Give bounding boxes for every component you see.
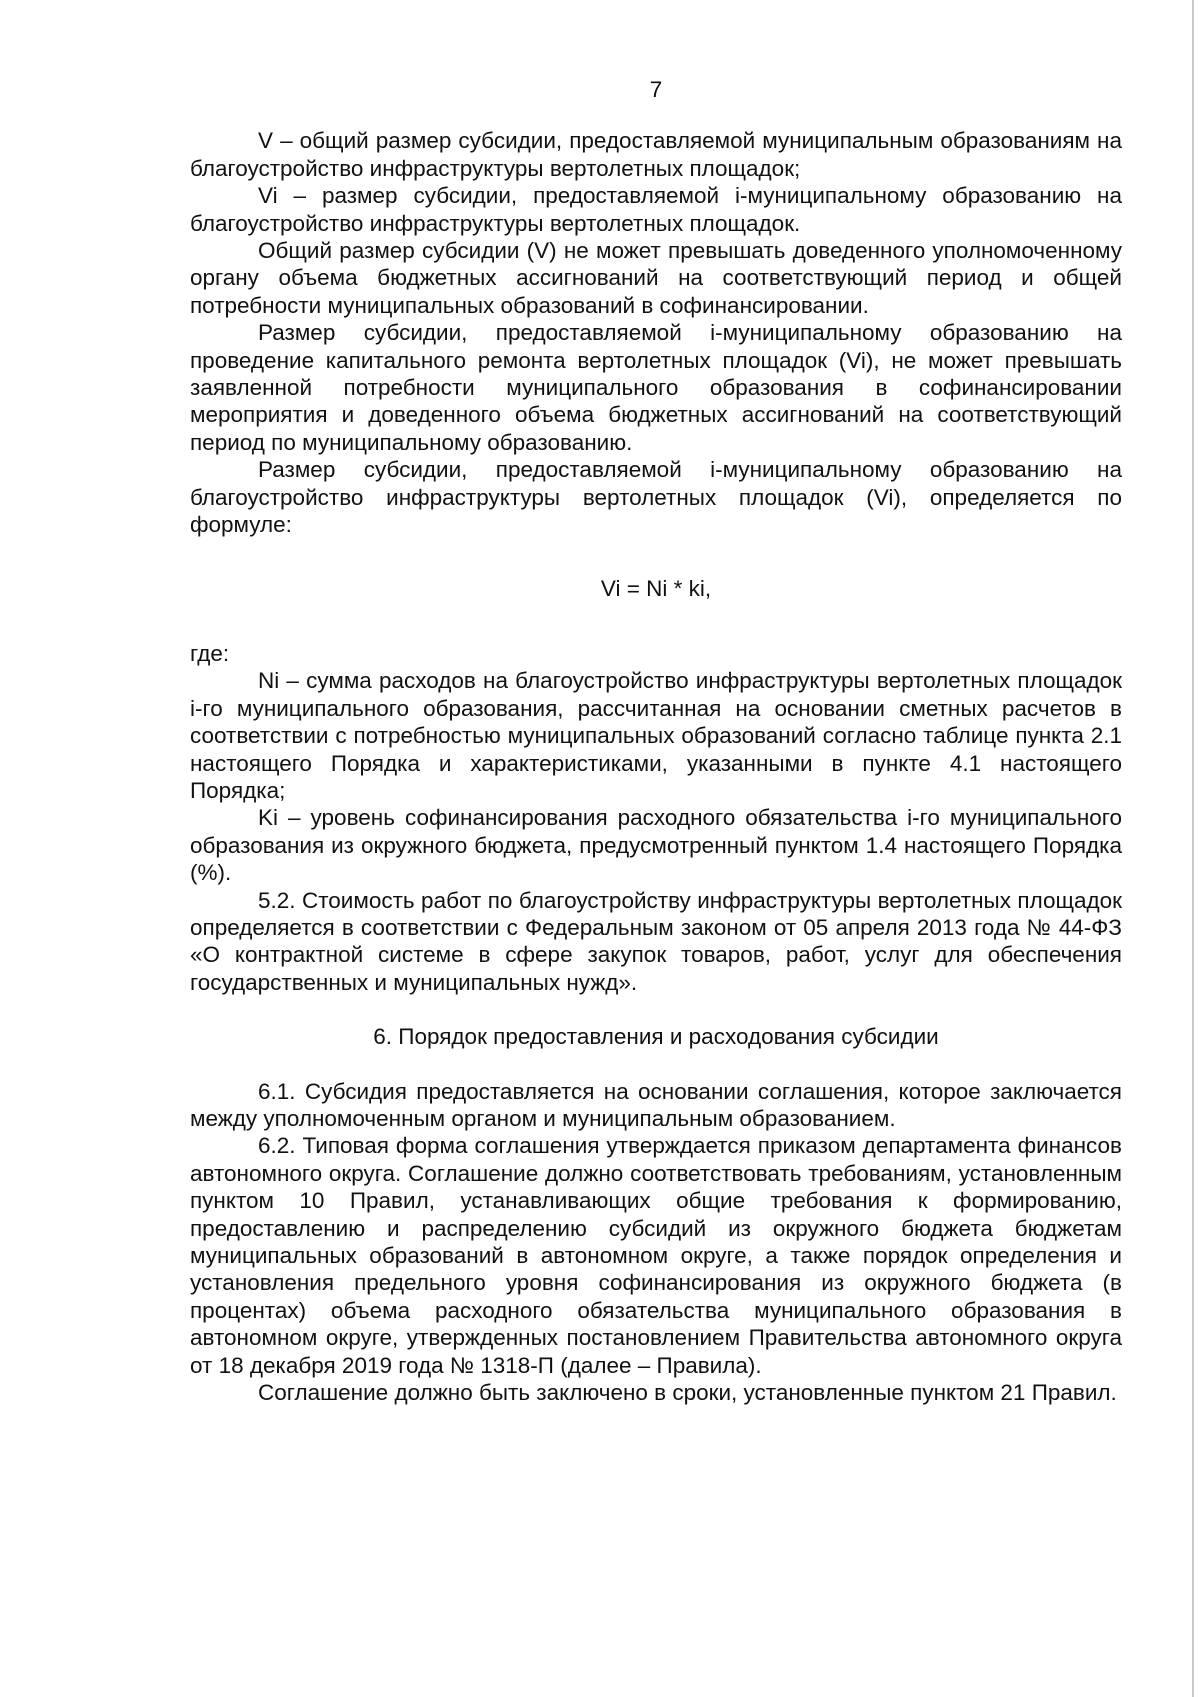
paragraph-ki-definition: Ki – уровень софинансирования расходного обязательства i-го муниципального образования из окружного бюджета, предусмотренный пунктом 1.4 настоящего Порядка (%). [190,805,1122,886]
paragraph-ni-definition: Ni – сумма расходов на благоустройство инфраструктуры вертолетных площадок i-го муниципального образования, рассчитанная на основании сметных расчетов в соответствии с потребностью муниципальных образований согласно таблице пункта 2.1 настоящего Порядка и характеристиками, указанными в пункте 4.1 настоящего Порядка; [190,668,1122,803]
paragraph-total-limit: Общий размер субсидии (V) не может превышать доведенного уполномоченному органу объема бюджетных ассигнований на соответствующий период и общей потребности муниципальных образований в софинансировании. [190,238,1122,318]
paragraph-6-1: 6.1. Субсидия предоставляется на основании соглашения, которое заключается между уполномоченным органом и муниципальным образованием. [190,1078,1122,1131]
paragraph-5-2: 5.2. Стоимость работ по благоустройству инфраструктуры вертолетных площадок определяется в соответствии с Федеральным законом от 05 апреля 2013 года № 44-ФЗ «О контрактной системе в сфере закупок товаров, работ, услуг для обеспечения государственных и муниципальных нужд». [190,887,1122,995]
paragraph-vi-definition: Vi – размер субсидии, предоставляемой i-муниципальному образованию на благоустройство инфраструктуры вертолетных площадок. [190,183,1122,236]
paragraph-v-definition: V – общий размер субсидии, предоставляемой муниципальным образованиям на благоустройство инфраструктуры вертолетных площадок; [190,128,1122,181]
paragraph-vi-limit: Размер субсидии, предоставляемой i-муниципальному образованию на проведение капитального ремонта вертолетных площадок (Vi), не может превышать заявленной потребности муниципального образования в софинансировании мероприятия и доведенного объема бюджетных ассигнований на соответствующий период по муниципальному образованию. [190,320,1122,455]
formula: Vi = Ni * ki, [600,575,712,601]
scan-edge-line [1192,0,1194,1697]
paragraph-6-2: 6.2. Типовая форма соглашения утверждается приказом департамента финансов автономного округа. Соглашение должно соответствовать требованиям, установленным пунктом 10 Правил, устанавливающих общие требования к формированию, предоставлению и распределению субсидий из окружного бюджета бюджетам муниципальных образований в автономном округе, а также порядок определения и установления предельного уровня софинансирования из окружного бюджета (в процентах) объема расходного обязательства муниципального образования в автономном округе, утвержденных постановлением Правительства автономного округа от 18 декабря 2019 года № 1318-П (далее – Правила). [190,1133,1122,1378]
paragraph-formula-intro: Размер субсидии, предоставляемой i-муниципальному образованию на благоустройство инфраструктуры вертолетных площадок (Vi), определяется по формуле: [190,457,1122,538]
where-label: где: [190,640,230,666]
paragraph-agreement-deadline: Соглашение должно быть заключено в сроки, установленные пунктом 21 Правил. [258,1380,1117,1406]
document-body [190,76,1122,1406]
section-heading-6: 6. Порядок предоставления и расходования субсидии [373,1024,939,1050]
page-number: 7 [649,77,663,102]
